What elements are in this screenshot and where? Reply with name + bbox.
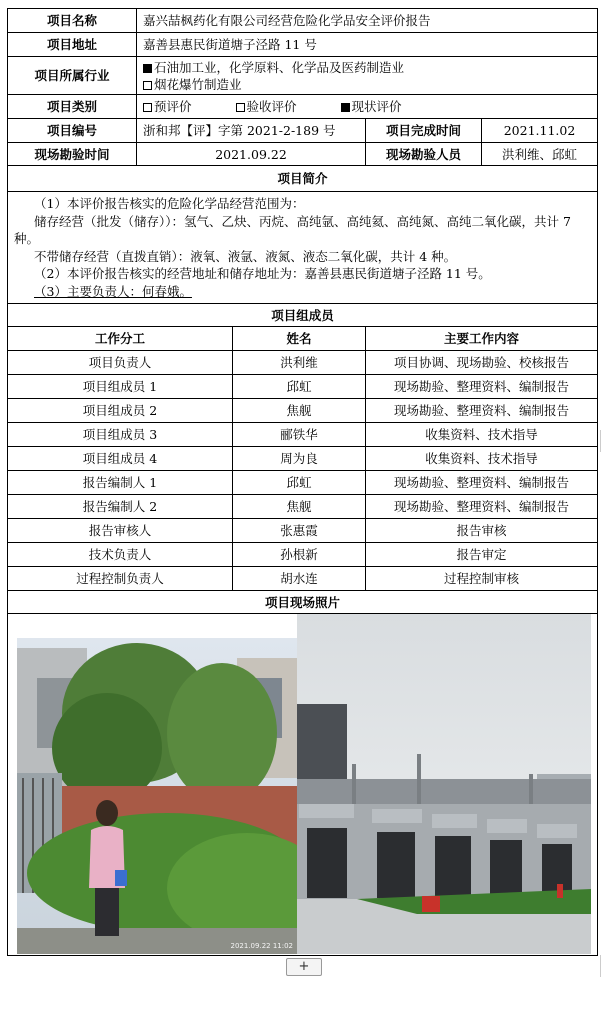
type-option-1: 验收评价: [236, 98, 297, 115]
completion-time-label: 项目完成时间: [366, 119, 482, 143]
type-option-0: 预评价: [143, 98, 192, 115]
project-name-label: 项目名称: [8, 9, 137, 33]
photo-timestamp: 2021.09.22 11:02: [230, 942, 293, 950]
team-role-cell: 过程控制负责人: [8, 567, 233, 591]
project-industry-label: 项目所属行业: [8, 57, 137, 95]
side-resize-handle-bottom[interactable]: [600, 955, 606, 977]
completion-time-value: 2021.11.02: [482, 119, 598, 143]
project-address-label: 项目地址: [8, 33, 137, 57]
team-duty-cell: 项目协调、现场勘验、校核报告: [366, 351, 598, 375]
project-number-value: 浙和邦【评】字第 2021-2-189 号: [137, 119, 366, 143]
table-row: [8, 543, 598, 567]
team-duty-cell: 现场勘验、整理资料、编制报告: [366, 375, 598, 399]
team-duty-cell: 现场勘验、整理资料、编制报告: [366, 495, 598, 519]
intro-line-1: （1）本评价报告核实的危险化学品经营范围为：: [34, 196, 305, 211]
project-industry-options: [137, 57, 598, 95]
team-title: 项目组成员: [8, 304, 598, 327]
table-row: [8, 471, 598, 495]
intro-body: [8, 192, 598, 304]
site-photo-warehouse: [297, 614, 591, 954]
table-row: [8, 447, 598, 471]
team-duty-cell: 现场勘验、整理资料、编制报告: [366, 471, 598, 495]
team-member-name-cell: 焦舰: [233, 399, 366, 423]
team-member-name-cell: 周为良: [233, 447, 366, 471]
photos-cell: [8, 614, 598, 956]
site-photo-gate: [17, 638, 297, 954]
report-table: [7, 8, 598, 956]
project-number-label: 项目编号: [8, 119, 137, 143]
team-member-name-cell: 张惠霞: [233, 519, 366, 543]
team-role-cell: 项目组成员 3: [8, 423, 233, 447]
team-role-cell: 项目负责人: [8, 351, 233, 375]
project-address-value: 嘉善县惠民街道塘子泾路 11 号: [137, 33, 598, 57]
checkbox-checked-icon: [341, 103, 350, 112]
team-member-name-cell: 邱虹: [233, 375, 366, 399]
table-row: [8, 375, 598, 399]
team-member-name-cell: 孙根新: [233, 543, 366, 567]
industry-option-1: 烟花爆竹制造业: [143, 76, 591, 93]
team-role-cell: 报告审核人: [8, 519, 233, 543]
team-duty-cell: 过程控制审核: [366, 567, 598, 591]
team-role-cell: 项目组成员 2: [8, 399, 233, 423]
surveyors-label: 现场勘验人员: [366, 143, 482, 166]
project-type-label: 项目类别: [8, 95, 137, 119]
table-row: [8, 519, 598, 543]
team-duty-cell: 现场勘验、整理资料、编制报告: [366, 399, 598, 423]
table-row: [8, 399, 598, 423]
team-header-name: 姓名: [233, 327, 366, 351]
team-member-name-cell: 胡水连: [233, 567, 366, 591]
survey-time-label: 现场勘验时间: [8, 143, 137, 166]
industry-option-0: 石油加工业，化学原料、化学品及医药制造业: [143, 59, 591, 76]
team-role-cell: 报告编制人 1: [8, 471, 233, 495]
team-role-cell: 项目组成员 1: [8, 375, 233, 399]
expand-button[interactable]: +: [286, 958, 322, 976]
table-row: [8, 567, 598, 591]
team-duty-cell: 报告审核: [366, 519, 598, 543]
team-header-role: 工作分工: [8, 327, 233, 351]
table-row: [8, 423, 598, 447]
intro-line-2: 储存经营（批发（储存））：氢气、乙炔、丙烷、高纯氩、高纯氦、高纯氮、高纯二氧化碳，共计 7 种。: [14, 213, 571, 246]
table-row: [8, 351, 598, 375]
team-role-cell: 技术负责人: [8, 543, 233, 567]
checkbox-empty-icon: [143, 81, 152, 90]
intro-line-4: （2）本评价报告核实的经营地址和储存地址为：嘉善县惠民街道塘子泾路 11 号。: [34, 266, 491, 281]
team-member-name-cell: 邱虹: [233, 471, 366, 495]
photos-title: 项目现场照片: [8, 591, 598, 614]
intro-line-5: （3）主要负责人：何春娥。: [34, 283, 192, 299]
team-role-cell: 报告编制人 2: [8, 495, 233, 519]
side-resize-handle[interactable]: [600, 430, 606, 452]
intro-line-5-wrap: [14, 283, 591, 301]
checkbox-empty-icon: [236, 103, 245, 112]
survey-time-value: 2021.09.22: [137, 143, 366, 166]
team-header-duty: 主要工作内容: [366, 327, 598, 351]
team-rows: [8, 351, 598, 591]
checkbox-checked-icon: [143, 64, 152, 73]
team-duty-cell: 收集资料、技术指导: [366, 447, 598, 471]
team-duty-cell: 报告审定: [366, 543, 598, 567]
team-duty-cell: 收集资料、技术指导: [366, 423, 598, 447]
table-row: [8, 495, 598, 519]
team-role-cell: 项目组成员 4: [8, 447, 233, 471]
type-option-2: 现状评价: [341, 98, 402, 115]
project-name-value: 嘉兴喆枫药化有限公司经营危险化学品安全评价报告: [137, 9, 598, 33]
project-type-options: [137, 95, 598, 119]
intro-line-3: 不带储存经营（直拨直销）：液氧、液氩、液氮、液态二氧化碳，共计 4 种。: [34, 248, 457, 264]
surveyors-value: 洪利维、邱虹: [482, 143, 598, 166]
team-member-name-cell: 郦铁华: [233, 423, 366, 447]
team-member-name-cell: 焦舰: [233, 495, 366, 519]
checkbox-empty-icon: [143, 103, 152, 112]
intro-title: 项目简介: [8, 166, 598, 192]
team-member-name-cell: 洪利维: [233, 351, 366, 375]
